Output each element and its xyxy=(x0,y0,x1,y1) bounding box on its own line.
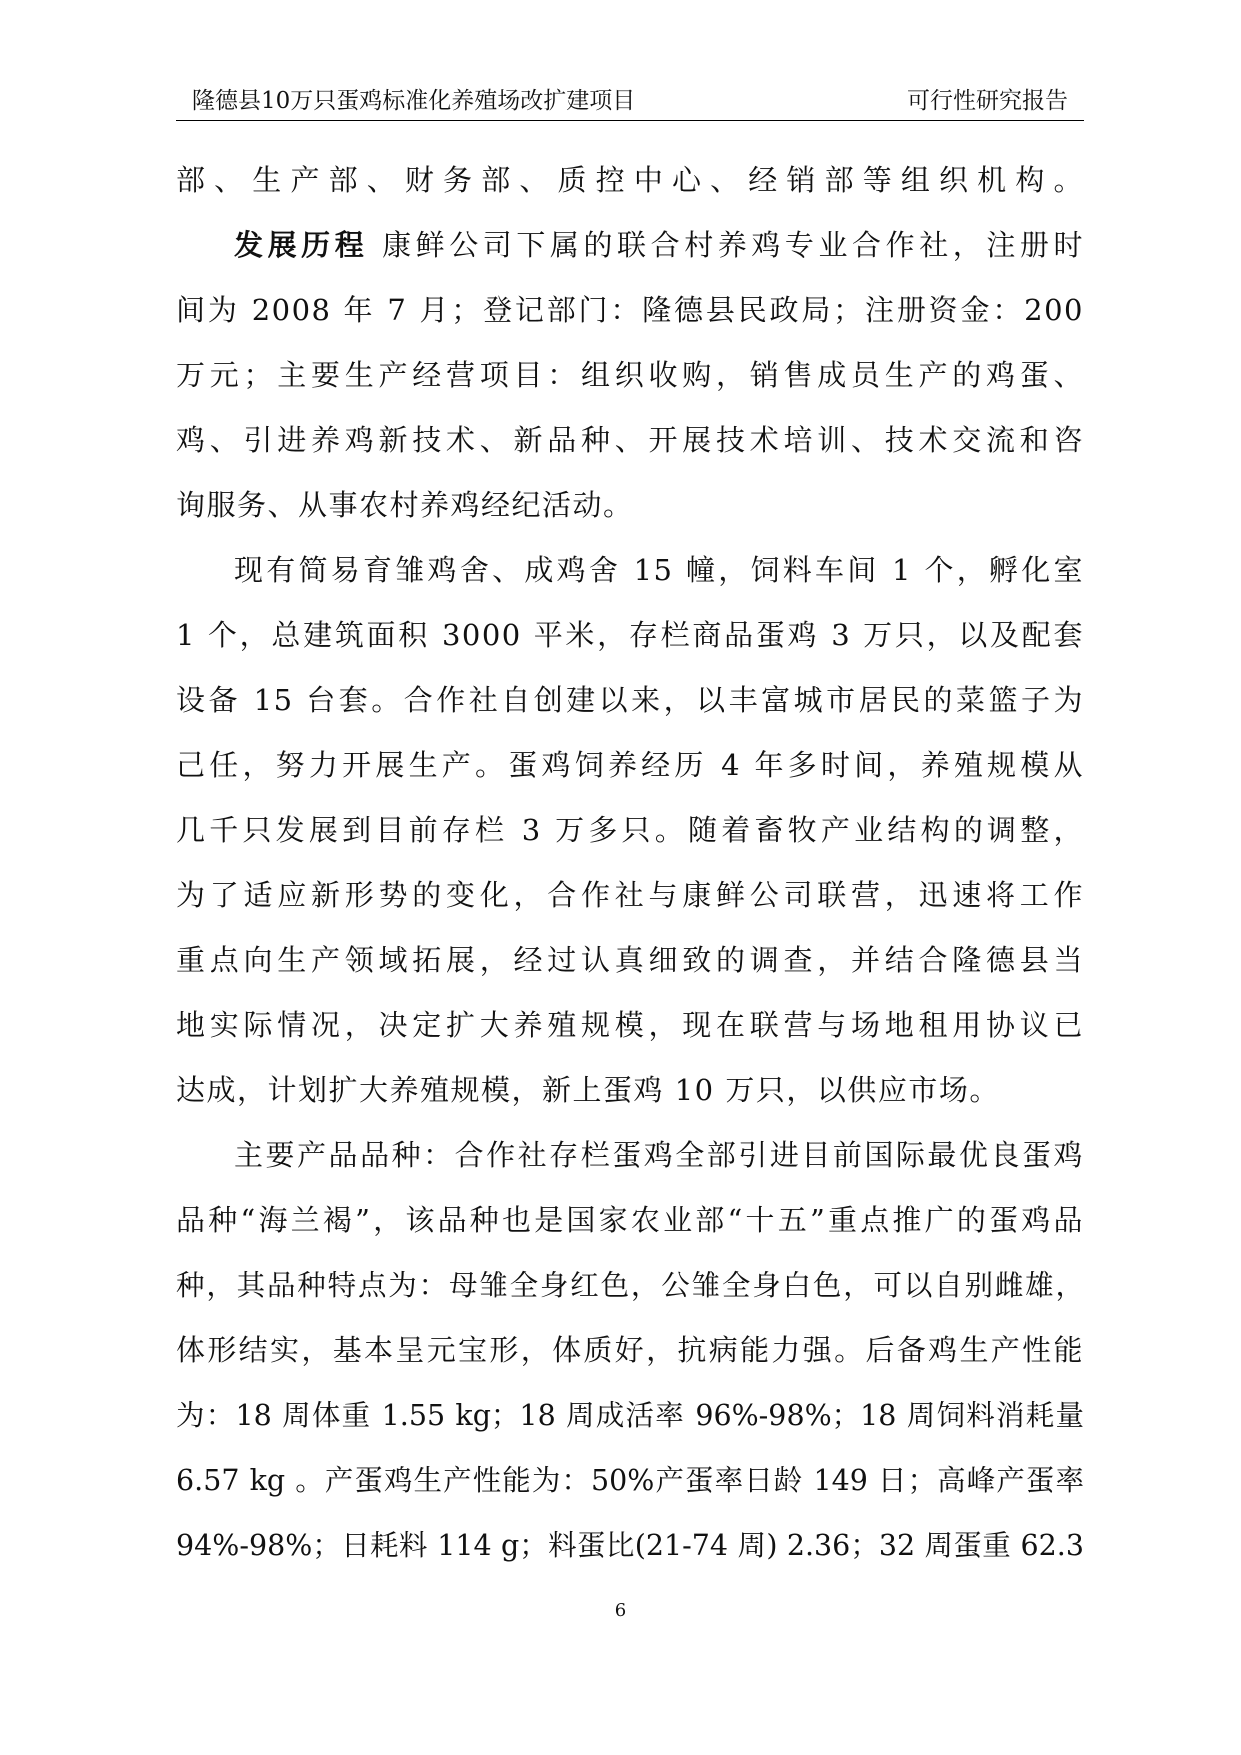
page-header xyxy=(176,82,1084,121)
text-line: 体形结实，基本呈元宝形，体质好，抗病能力强。后备鸡生产性能 xyxy=(176,1333,1084,1367)
text-line: 询服务、从事农村养鸡经纪活动。 xyxy=(176,488,634,522)
text-line: 间为 2008 年 7 月；登记部门：隆德县民政局；注册资金：200 xyxy=(176,293,1084,327)
body-text xyxy=(176,148,1084,1578)
text-line: 为了适应新形势的变化，合作社与康鲜公司联营，迅速将工作 xyxy=(176,878,1084,912)
text-line: 部、生产部、财务部、质控中心、经销部等组织机构。 xyxy=(176,163,1084,197)
header-project-title: 隆德县10万只蛋鸡标准化养殖场改扩建项目 xyxy=(192,88,636,114)
text-line: 重点向生产领域拓展，经过认真细致的调查，并结合隆德县当 xyxy=(176,943,1084,977)
text-line: 几千只发展到目前存栏 3 万多只。随着畜牧产业结构的调整， xyxy=(176,813,1084,847)
text-line: 万元；主要生产经营项目：组织收购，销售成员生产的鸡蛋、 xyxy=(176,358,1084,392)
text-line: 为：18 周体重 1.55 kg；18 周成活率 96%-98%；18 周饲料消耗量 xyxy=(176,1399,1084,1432)
text-line: 己任，努力开展生产。蛋鸡饲养经历 4 年多时间，养殖规模从 xyxy=(176,748,1084,782)
text-line: 主要产品品种：合作社存栏蛋鸡全部引进目前国际最优良蛋鸡 xyxy=(234,1138,1084,1172)
text-line: 品种“海兰褐”，该品种也是国家农业部“十五”重点推广的蛋鸡品 xyxy=(176,1203,1084,1237)
text-line: 地实际情况，决定扩大养殖规模，现在联营与场地租用协议已 xyxy=(176,1008,1084,1042)
section-heading: 发展历程 xyxy=(234,228,369,262)
text-line: 6.57 kg 。产蛋鸡生产性能为：50%产蛋率日龄 149 日；高峰产蛋率 xyxy=(176,1464,1084,1497)
text-line: 发展历程 康鲜公司下属的联合村养鸡专业合作社，注册时 xyxy=(234,228,1084,262)
text-line: 鸡、引进养鸡新技术、新品种、开展技术培训、技术交流和咨 xyxy=(176,423,1084,457)
header-report-type: 可行性研究报告 xyxy=(907,88,1068,114)
page-number: 6 xyxy=(614,1600,627,1621)
text-line: 现有简易育雏鸡舍、成鸡舍 15 幢，饲料车间 1 个，孵化室 xyxy=(234,553,1084,587)
text-line: 94%-98%；日耗料 114 g；料蛋比(21-74 周) 2.36；32 周蛋重 62.3 xyxy=(176,1529,1084,1562)
text-line: 种，其品种特点为：母雏全身红色，公雏全身白色，可以自别雌雄， xyxy=(176,1269,1084,1302)
text-line: 1 个，总建筑面积 3000 平米，存栏商品蛋鸡 3 万只，以及配套 xyxy=(176,618,1084,652)
text-line: 设备 15 台套。合作社自创建以来，以丰富城市居民的菜篮子为 xyxy=(176,683,1084,717)
text-line: 达成，计划扩大养殖规模，新上蛋鸡 10 万只，以供应市场。 xyxy=(176,1073,1000,1107)
